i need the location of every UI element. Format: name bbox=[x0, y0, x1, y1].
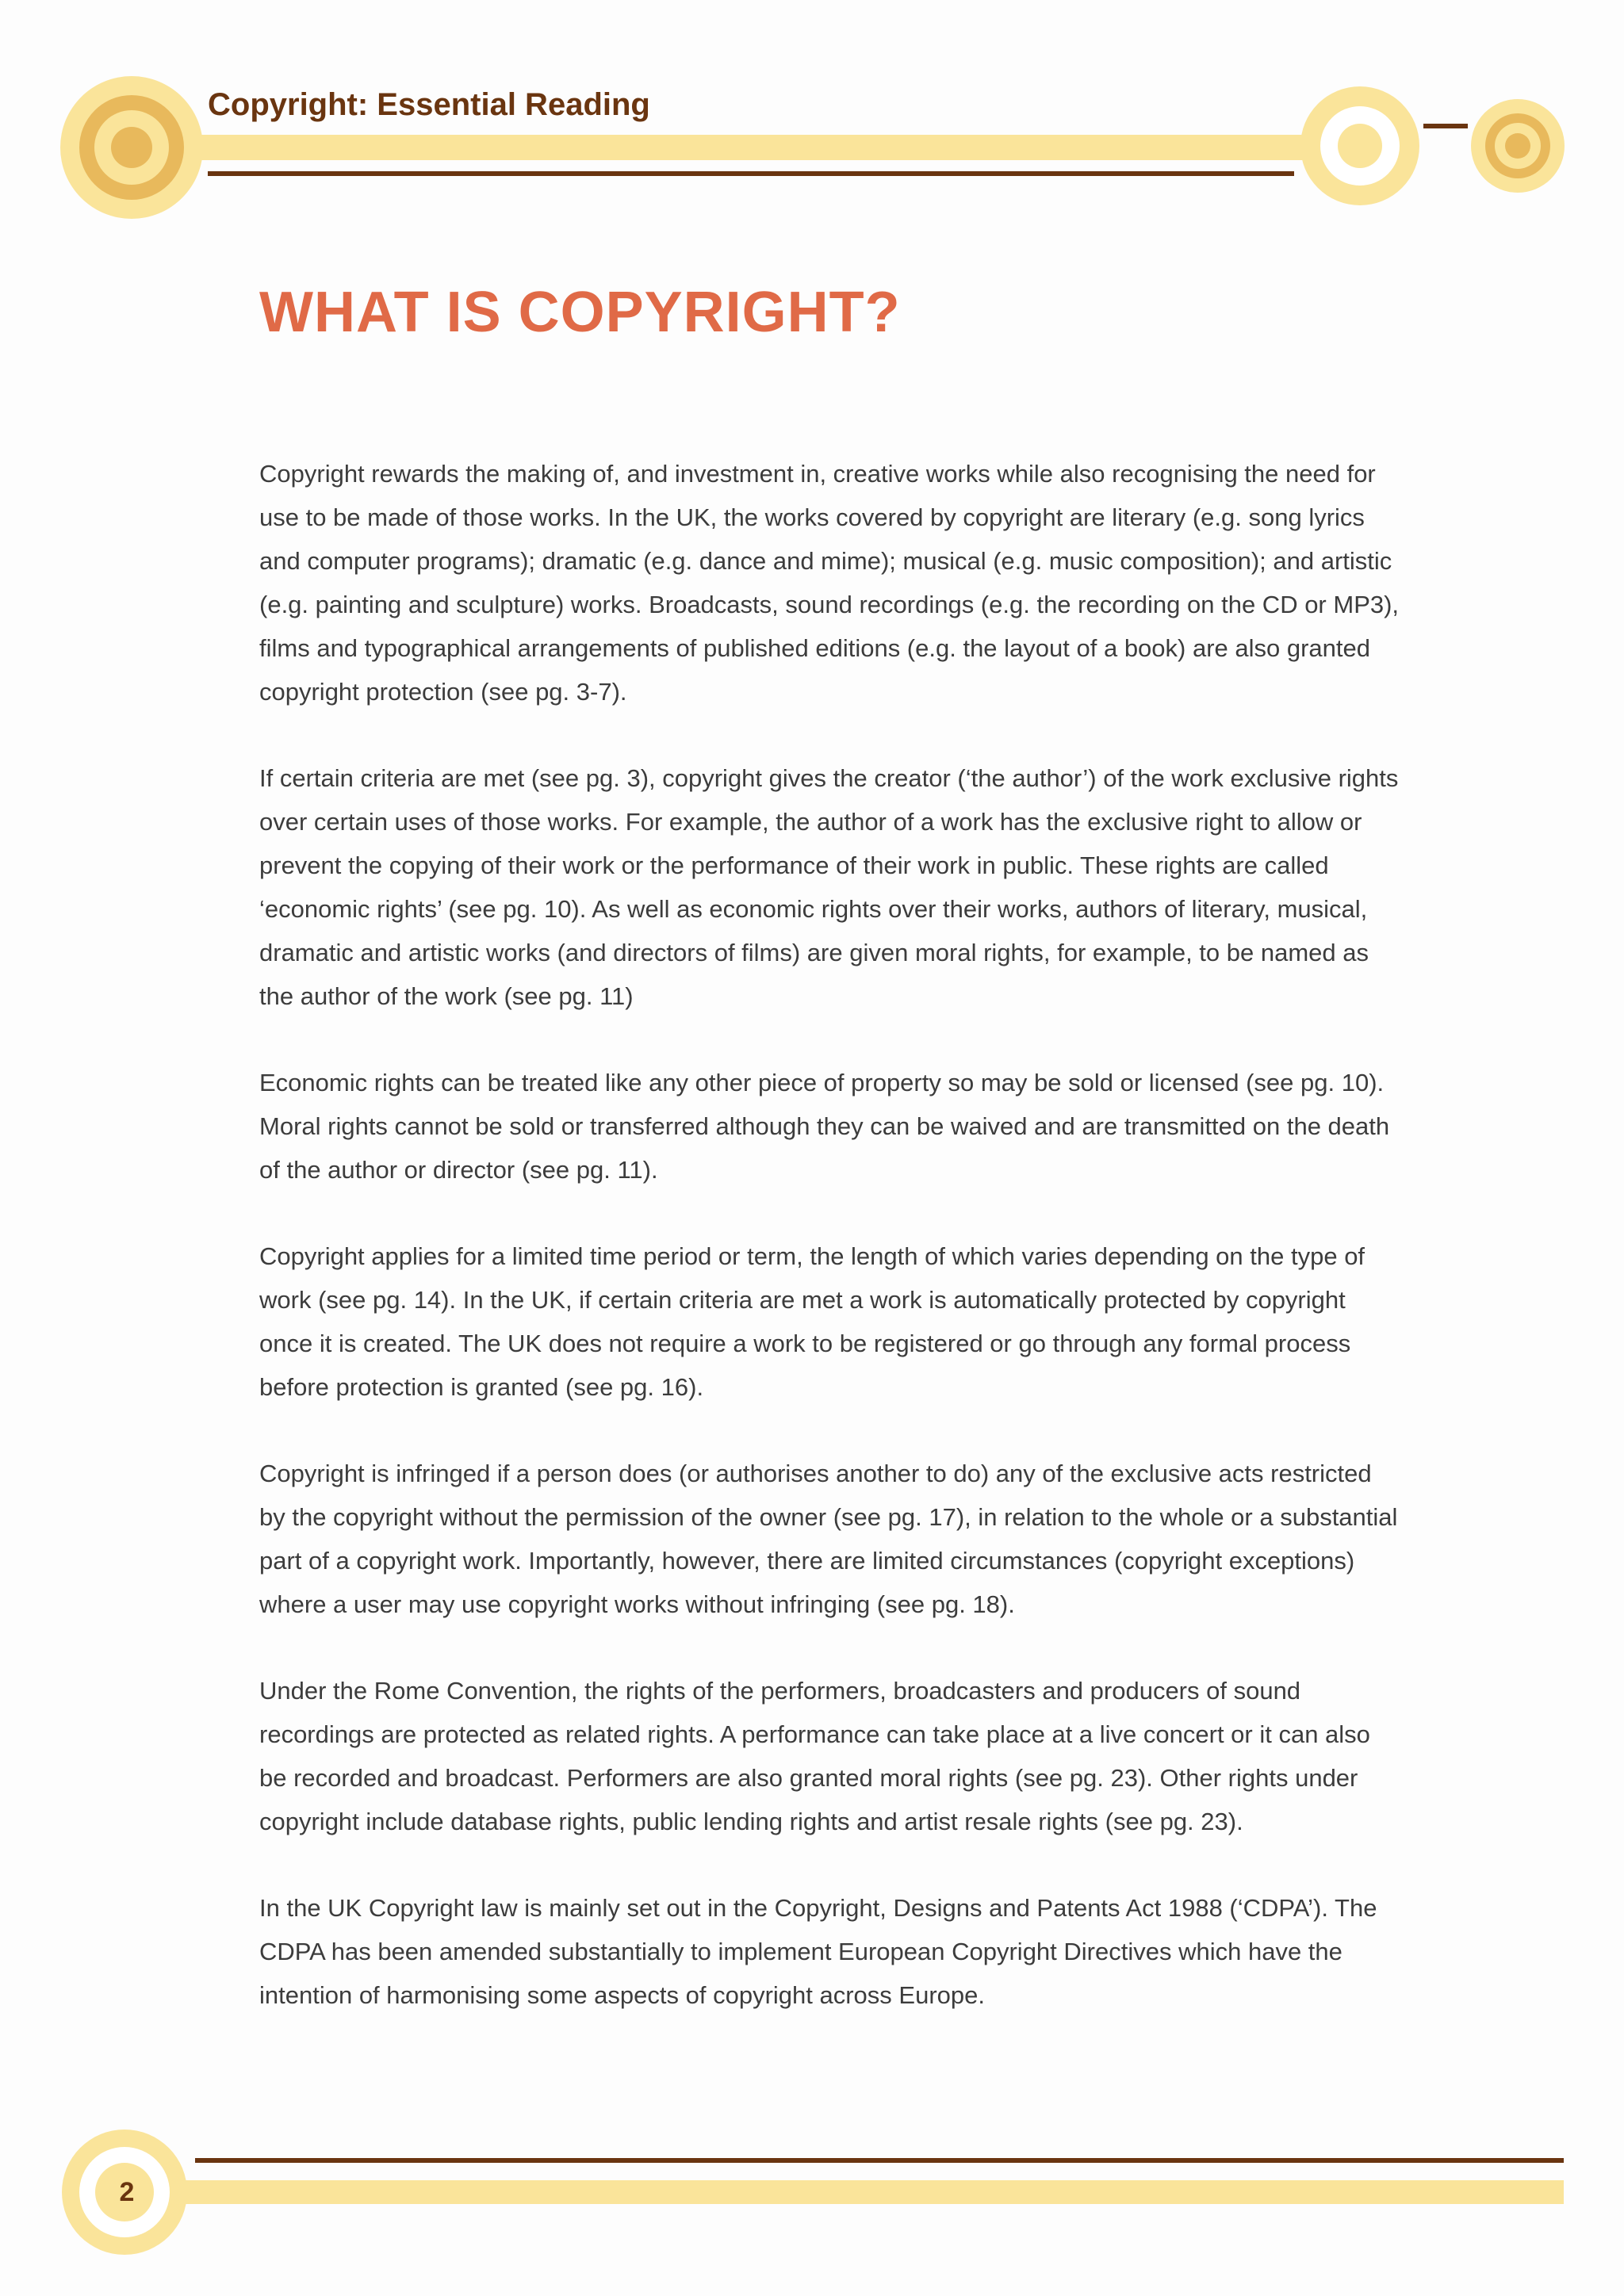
paragraph: In the UK Copyright law is mainly set out in the Copyright, Designs and Patents Act 1988 (‘CDPA’). The CDPA has been amended substantially to implement European Copyright Directives which have the intention of harmonising some aspects of copyright across Europe. bbox=[259, 1894, 1377, 2009]
header-ring-icon-core bbox=[1338, 124, 1382, 168]
paragraph: Copyright is infringed if a person does (or authorises another to do) any of the exclusive acts restricted by the copyright without the permission of the owner (see pg. 17), in relation to the whole or a substantial part of a copyright work. Importantly, however, there are limited circumstances (copyright exceptions) where a user may use copyright works without infringing (see pg. 18). bbox=[259, 1460, 1398, 1618]
document-header-title: Copyright: Essential Reading bbox=[208, 87, 650, 122]
page-heading: WHAT IS COPYRIGHT? bbox=[259, 281, 901, 344]
paragraph: Copyright rewards the making of, and investment in, creative works while also recognising the need for use to be made of those works. In the UK, the works covered by copyright are literary (e.g. song lyrics and computer programs); dramatic (e.g. dance and mime); musical (e.g. music composition); and artistic (e.g. painting and sculpture) works. Broadcasts, sound recordings (e.g. the recording on the CD or MP3), films and typographical arrangements of published editions (e.g. the layout of a book) are also granted copyright protection (see pg. 3-7). bbox=[259, 460, 1400, 706]
paragraph: Under the Rome Convention, the rights of the performers, broadcasters and producers of sound recordings are protected as related rights. A performance can take place at a live concert or it can also be recorded and broadcast. Performers are also granted moral rights (see pg. 23). Other rights under copyright include database rights, public lending rights and artist resale rights (see pg. 23). bbox=[259, 1677, 1370, 1835]
header-rule bbox=[208, 171, 1294, 176]
header-small-target-icon-dot bbox=[1505, 133, 1530, 159]
header-band bbox=[127, 135, 1380, 160]
footer-band bbox=[135, 2180, 1564, 2204]
paragraph: If certain criteria are met (see pg. 3), copyright gives the creator (‘the author’) of the work exclusive rights over certain uses of those works. For example, the author of a work has the exclusive right to allow or prevent the copying of their work or the performance of their work in public. These rights are called ‘economic rights’ (see pg. 10). As well as economic rights over their works, authors of literary, musical, dramatic and artistic works (and directors of films) are given moral rights, for example, to be named as the author of the work (see pg. 11) bbox=[259, 764, 1399, 1010]
paragraph: Economic rights can be treated like any other piece of property so may be sold or licensed (see pg. 10). Moral rights cannot be sold or transferred although they can be waived and are transmitted on the death of the author or director (see pg. 11). bbox=[259, 1069, 1390, 1184]
body-text bbox=[259, 452, 1401, 2060]
paragraph: Copyright applies for a limited time period or term, the length of which varies depending on the type of work (see pg. 14). In the UK, if certain criteria are met a work is automatically protected by copyright once it is created. The UK does not require a work to be registered or go through any formal process before protection is granted (see pg. 16). bbox=[259, 1242, 1365, 1401]
footer-rule bbox=[195, 2158, 1564, 2163]
page-number: 2 bbox=[119, 2177, 135, 2207]
header-short-rule bbox=[1423, 124, 1468, 128]
header-target-icon-dot bbox=[111, 127, 152, 168]
